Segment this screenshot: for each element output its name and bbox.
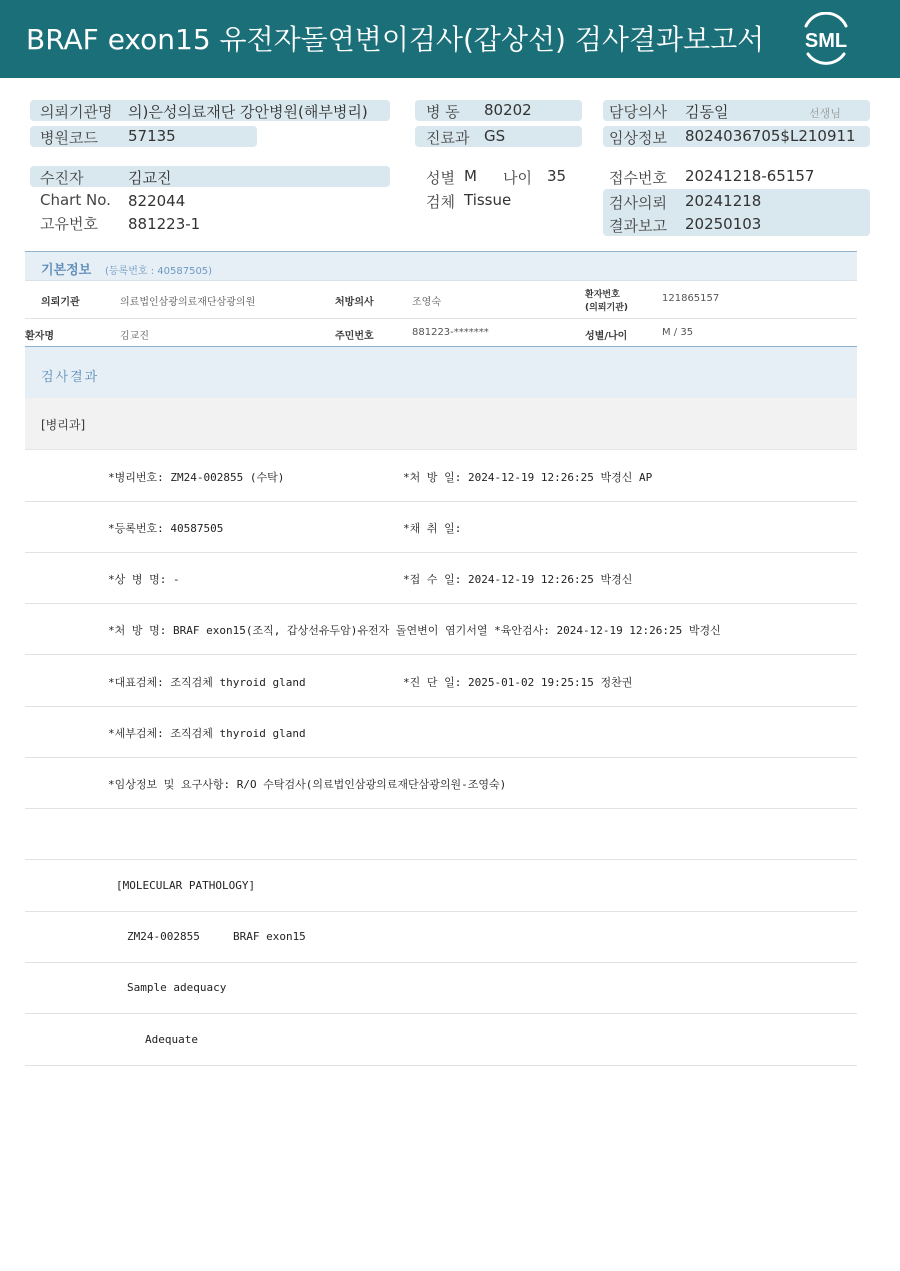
result-row-left: *대표검체: 조직검체 thyroid gland [108,676,306,689]
dept-row [25,398,857,450]
molecular-row [25,1015,857,1066]
result-header [25,346,857,398]
patient-box [30,166,390,187]
sml-logo [796,12,856,66]
basic-info-title: 기본정보 [41,263,92,278]
patient-label: 수진자 [40,169,84,187]
result-row [25,553,857,604]
patient-no-value: 121865157 [662,293,720,304]
name-label: 환자명 [25,331,54,342]
clinical-value: 8024036705$L210911 [685,127,856,145]
unique-value: 881223-1 [128,215,201,233]
result-row [25,604,857,655]
patient-no-label-1: 환자번호 [585,290,620,300]
result-row-right: *처 방 일: 2024-12-19 12:26:25 박경신 AP [403,471,653,484]
basic-info-row-1 [25,281,857,319]
result-row [25,758,857,809]
result-row [25,656,857,707]
molecular-row [25,963,857,1014]
result-row-left: *임상정보 및 요구사항: R/O 수탁검사(의료법인삼광의료재단삼광의원-조영숙) [108,778,507,791]
doctor-label: 담당의사 [609,103,667,121]
prescriber-value: 조영숙 [412,297,441,308]
rrn-value: 881223-******* [412,327,489,338]
result-row-left: *세부검체: 조직검체 thyroid gland [108,727,306,740]
referring-org-label: 의뢰기관명 [40,103,113,121]
patient-no-label-2: (의뢰기관) [585,303,629,313]
result-title: 검사결과 [41,370,100,385]
report-label: 결과보고 [609,217,667,235]
age-value: 35 [547,167,567,185]
ward-label: 병 동 [426,103,460,121]
receipt-label: 접수번호 [609,169,667,187]
report-header [0,0,900,78]
chart-label: Chart No. [40,191,111,209]
ward-value: 80202 [484,101,532,119]
result-row-right: *접 수 일: 2024-12-19 12:26:25 박경신 [403,573,633,586]
molecular-adequacy-value: Adequate [145,1033,198,1046]
svg-text:SML: SML [804,30,848,52]
age-label: 나이 [503,169,532,187]
dept-label-text: [병리과] [41,418,86,432]
molecular-row [25,861,857,912]
result-row [25,451,857,502]
name-value: 김교진 [120,331,149,342]
patient-value: 김교진 [128,169,172,187]
rrn-label: 주민번호 [335,331,374,342]
clinical-label: 임상정보 [609,129,667,147]
basic-info-row-2 [25,319,857,346]
sex-value: M [464,167,477,185]
result-row [25,707,857,758]
basic-info-header [25,251,857,281]
report-value: 20250103 [685,215,762,233]
request-label: 검사의뢰 [609,194,667,212]
result-row-right: *진 단 일: 2025-01-02 19:25:15 정찬권 [403,676,633,689]
molecular-row [25,912,857,963]
specimen-value: Tissue [464,191,512,209]
result-row-left: *상 병 명: - [108,573,180,586]
referring-org-value: 의)은성의료재단 강안병원(해부병리) [128,103,368,121]
unique-label: 고유번호 [40,215,98,233]
org-label: 의뢰기관 [41,297,80,308]
sexage-label: 성별/나이 [585,331,628,342]
molecular-adequacy-label: Sample adequacy [127,981,227,994]
result-row-empty [25,809,857,860]
receipt-value: 20241218-65157 [685,167,815,185]
result-row-right: *채 취 일: [403,522,462,535]
specimen-label: 검체 [426,193,455,211]
molecular-heading: [MOLECULAR PATHOLOGY] [116,879,256,892]
org-value: 의료법인삼광의료재단삼광의원 [120,297,256,308]
sexage-value: M / 35 [662,327,694,338]
doctor-suffix: 선생님 [809,107,841,120]
sex-label: 성별 [426,169,455,187]
basic-info-regno: (등록번호 : 40587505) [105,266,213,277]
hospital-code-value: 57135 [128,127,176,145]
prescriber-label: 처방의사 [335,297,374,308]
result-row-left: *등록번호: 40587505 [108,522,224,535]
request-value: 20241218 [685,192,762,210]
hospital-code-label: 병원코드 [40,129,98,147]
result-row-left: *병리번호: ZM24-002855 (수탁) [108,471,285,484]
dept-label: 진료과 [426,129,470,147]
doctor-value: 김동일 [685,103,729,121]
molecular-case: ZM24-002855 BRAF exon15 [127,930,306,943]
result-row-left: *처 방 명: BRAF exon15(조직, 갑상선유두암)유전자 돌연변이 염기서열 *육안검사: 2024-12-19 12:26:25 박경신 [108,624,721,637]
chart-value: 822044 [128,192,186,210]
result-row [25,502,857,553]
dept-value: GS [484,127,506,145]
report-title: BRAF exon15 유전자돌연변이검사(갑상선) 검사결과보고서 [26,23,765,56]
